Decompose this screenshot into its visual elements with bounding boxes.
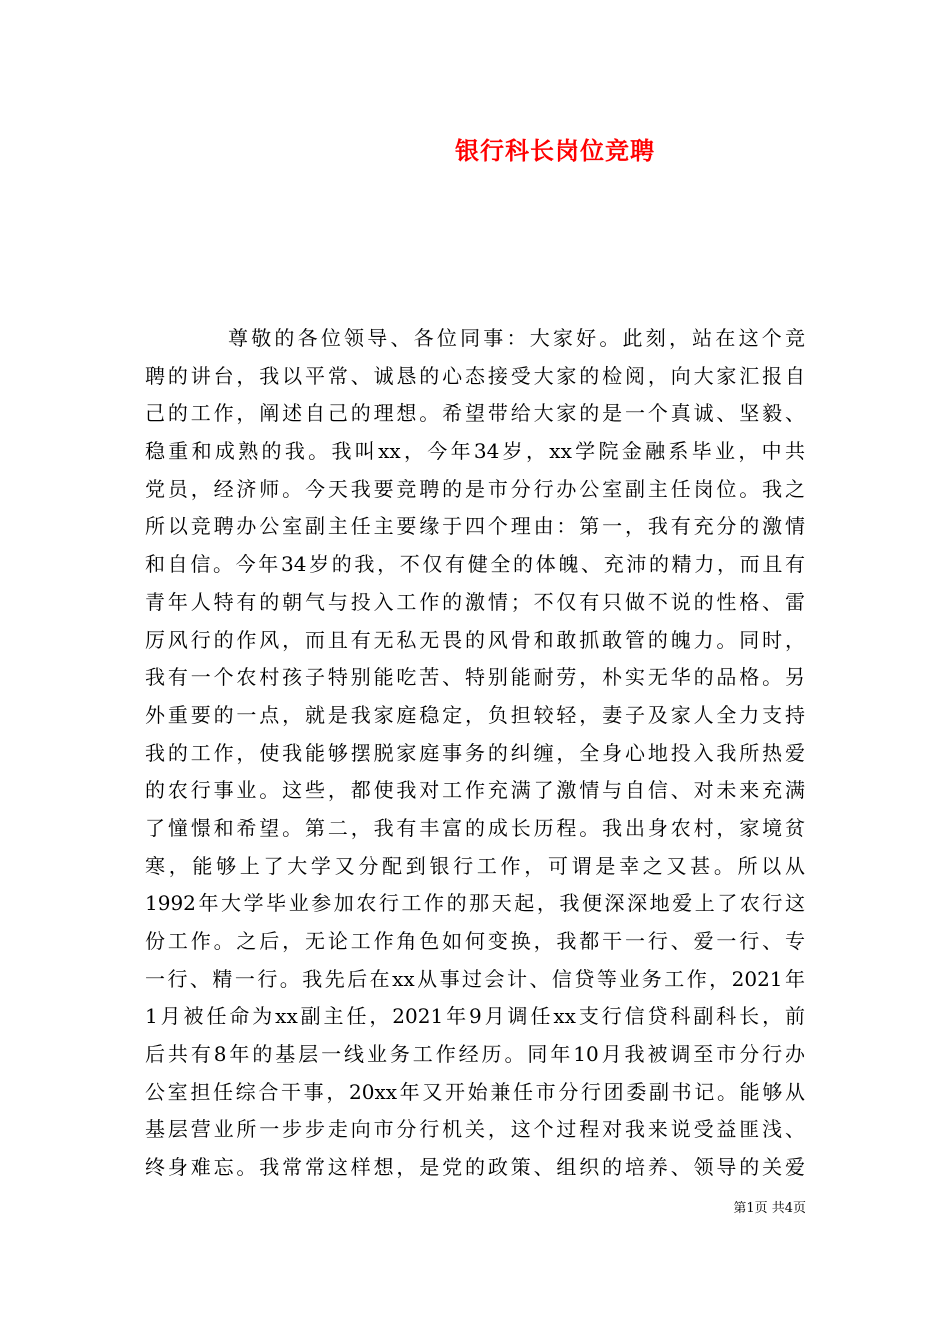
body-line: 的农行事业。这些，都使我对工作充满了激情与自信、对未来充满	[145, 778, 805, 803]
body-line: 稳重和成熟的我。我叫xx，今年34岁，xx学院金融系毕业，中共	[145, 439, 805, 464]
body-line: 寒，能够上了大学又分配到银行工作，可谓是幸之又甚。所以从	[145, 853, 805, 878]
body-line: 1992年大学毕业参加农行工作的那天起，我便深深地爱上了农行这	[145, 891, 805, 916]
body-line: 1月被任命为xx副主任，2021年9月调任xx支行信贷科副科长，前	[145, 1004, 805, 1029]
body-line: 份工作。之后，无论工作角色如何变换，我都干一行、爱一行、专	[145, 929, 805, 953]
body-line: 厉风行的作风，而且有无私无畏的风骨和敢抓敢管的魄力。同时，	[145, 627, 805, 652]
body-line: 青年人特有的朝气与投入工作的激情；不仅有只做不说的性格、雷	[145, 589, 805, 614]
body-line: 外重要的一点，就是我家庭稳定，负担较轻，妻子及家人全力支持	[145, 702, 805, 727]
document-title: 银行科长岗位竞聘	[455, 136, 655, 165]
body-line: 了憧憬和希望。第二，我有丰富的成长历程。我出身农村，家境贫	[145, 815, 805, 840]
body-line: 和自信。今年34岁的我，不仅有健全的体魄、充沛的精力，而且有	[145, 552, 805, 577]
body-line: 我的工作，使我能够摆脱家庭事务的纠缠，全身心地投入我所热爱	[145, 740, 805, 765]
body-line: 党员，经济师。今天我要竞聘的是市分行办公室副主任岗位。我之	[145, 476, 805, 501]
body-line: 聘的讲台，我以平常、诚恳的心态接受大家的检阅，向大家汇报自	[145, 363, 805, 388]
body-line: 尊敬的各位领导、各位同事：大家好。此刻，站在这个竞	[228, 326, 805, 350]
body-line: 所以竞聘办公室副主任主要缘于四个理由：第一，我有充分的激情	[145, 514, 805, 539]
body-line: 后共有8年的基层一线业务工作经历。同年10月我被调至市分行办	[145, 1042, 805, 1067]
page-number: 第1页 共4页	[733, 1201, 806, 1216]
body-line: 基层营业所一步步走向市分行机关，这个过程对我来说受益匪浅、	[145, 1117, 805, 1142]
body-line: 一行、精一行。我先后在xx从事过会计、信贷等业务工作，2021年	[145, 966, 805, 991]
body-line: 终身难忘。我常常这样想，是党的政策、组织的培养、领导的关爱	[145, 1155, 805, 1180]
document-body	[145, 320, 805, 1187]
body-line: 己的工作，阐述自己的理想。希望带给大家的是一个真诚、坚毅、	[145, 401, 805, 426]
body-line: 公室担任综合干事，20xx年又开始兼任市分行团委副书记。能够从	[145, 1079, 805, 1104]
body-line: 我有一个农村孩子特别能吃苦、特别能耐劳，朴实无华的品格。另	[145, 665, 805, 690]
